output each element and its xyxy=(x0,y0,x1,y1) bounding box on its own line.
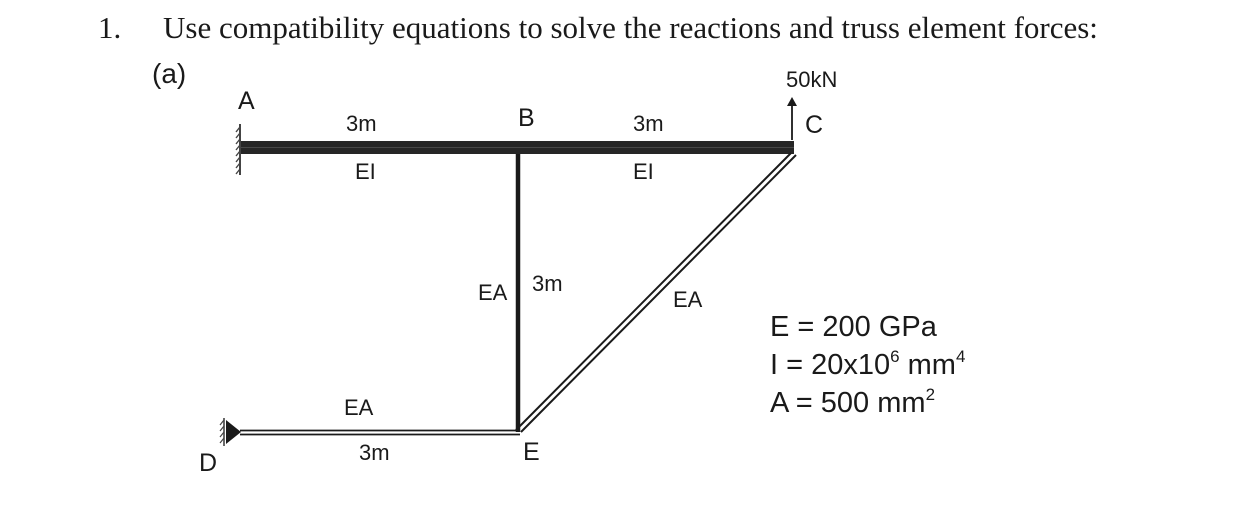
fixed-support-a xyxy=(236,124,240,175)
problem-number: 1. xyxy=(98,10,122,45)
beam-bc-stiffness: EI xyxy=(633,159,654,184)
truss-member-de xyxy=(240,431,520,435)
load-label: 50kN xyxy=(786,67,838,92)
point-label-d: D xyxy=(199,449,218,477)
pin-support-d xyxy=(220,418,241,446)
point-label-c: C xyxy=(805,111,824,139)
point-label-e: E xyxy=(523,438,540,466)
truss-be-stiffness: EA xyxy=(478,280,508,305)
property-i: $I = 20x10^6$ $mm^4$ xyxy=(770,347,966,381)
part-label: (a) xyxy=(152,58,187,89)
beam-bc-length: 3m xyxy=(633,111,664,136)
problem-statement: Use compatibility equations to solve the reactions and truss element forces: xyxy=(163,10,1098,45)
truss-de-stiffness: EA xyxy=(344,395,374,420)
point-label-a: A xyxy=(238,87,255,115)
truss-de-length: 3m xyxy=(359,440,390,465)
truss-be-length: 3m xyxy=(532,271,563,296)
truss-ce-stiffness: EA xyxy=(673,287,703,312)
point-label-b: B xyxy=(518,104,535,132)
beam-ab-stiffness: EI xyxy=(355,159,376,184)
property-e: E = 200 GPa xyxy=(770,311,937,343)
section-properties xyxy=(770,308,965,422)
property-a: A = 500 $mm^2$ xyxy=(770,385,936,419)
load-arrow-icon xyxy=(787,97,797,140)
beam-ab-length: 3m xyxy=(346,111,377,136)
